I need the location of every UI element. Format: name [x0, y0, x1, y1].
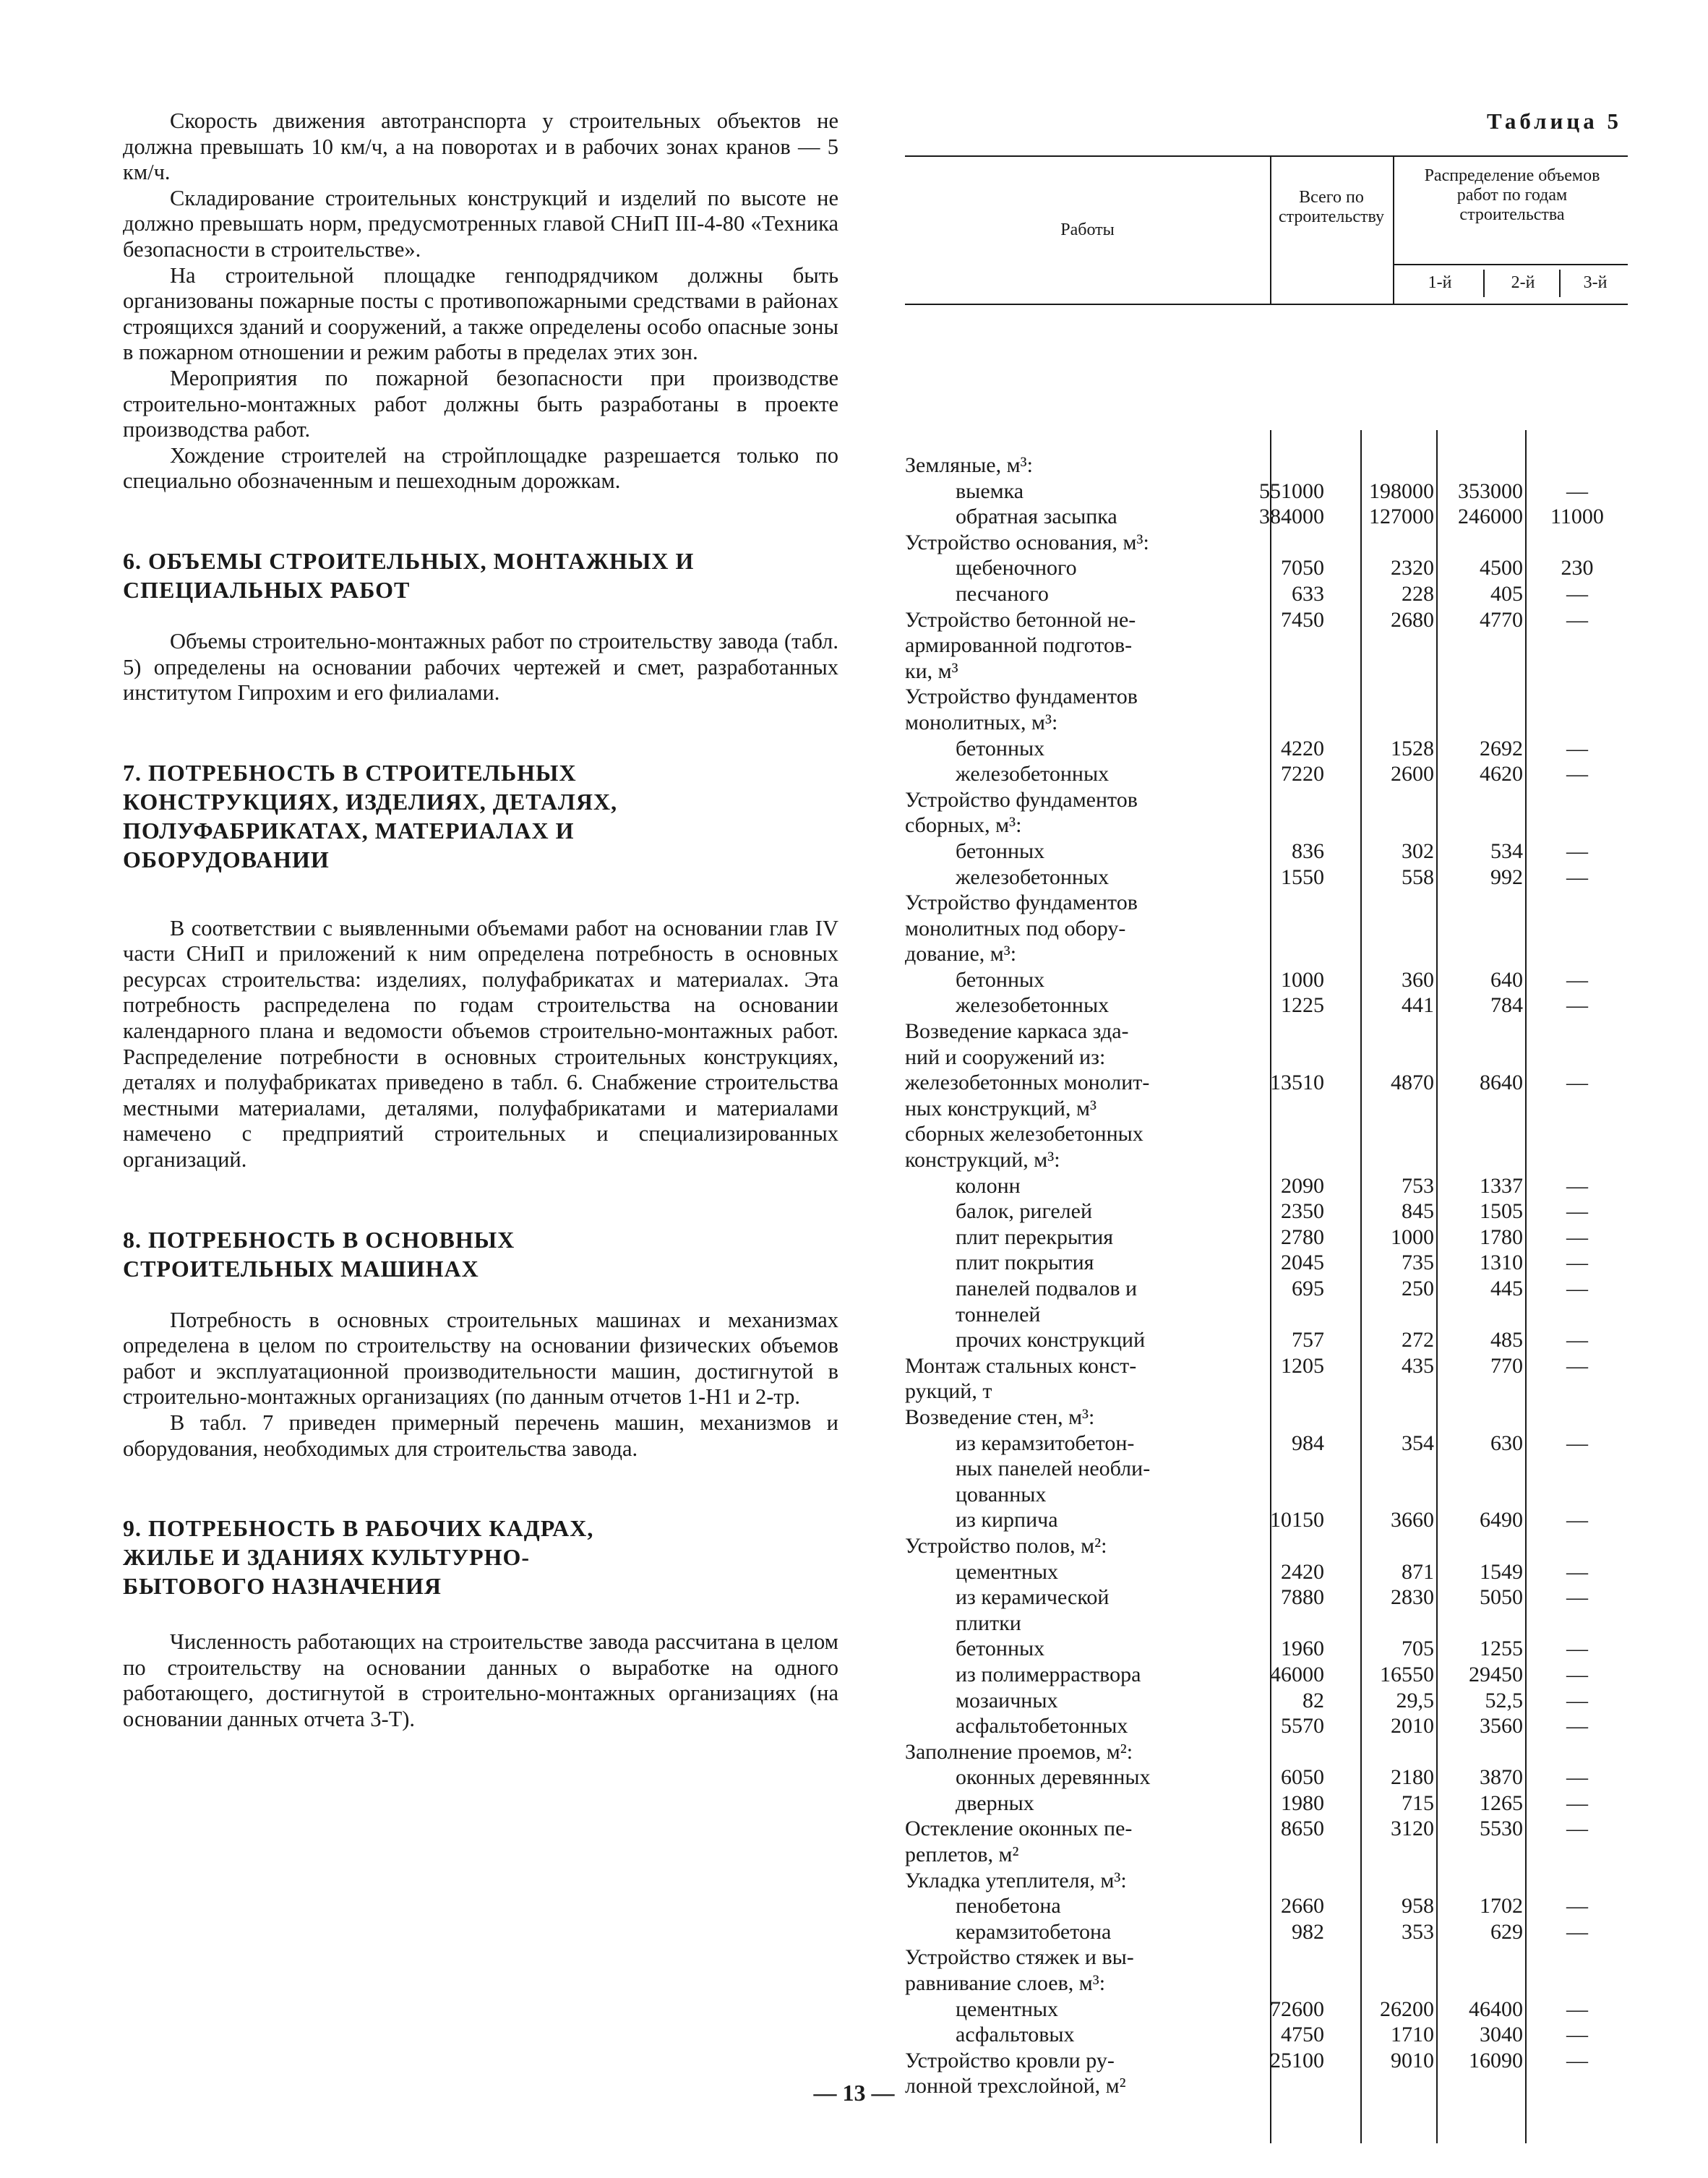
year2-cell: 1337: [1480, 1173, 1523, 1198]
year3-cell: —: [1566, 1714, 1588, 1738]
year2-cell: 640: [1490, 967, 1523, 992]
work-name-cell: Возведение стен, м³:: [905, 1405, 1095, 1429]
year2-cell: 6490: [1480, 1508, 1523, 1532]
year2-cell: 1702: [1480, 1894, 1523, 1918]
table-row: [905, 839, 1628, 865]
year1-cell: 753: [1402, 1173, 1434, 1198]
year1-cell: 9010: [1391, 2048, 1434, 2072]
table-row: [905, 1713, 1628, 1739]
year3-cell: —: [1566, 1508, 1588, 1532]
work-name-cell: асфальтовых: [956, 2023, 1075, 2047]
table-row: [905, 1225, 1628, 1251]
table-row: [905, 1250, 1628, 1276]
year2-cell: 629: [1490, 1919, 1523, 1944]
table-row: [905, 1868, 1628, 1894]
table-row: [905, 1147, 1628, 1173]
work-name-cell: ных конструкций, м³: [905, 1096, 1097, 1120]
work-name-cell: конструкций, м³:: [905, 1148, 1060, 1172]
table-row: [905, 1456, 1628, 1482]
year3-cell: —: [1566, 479, 1588, 503]
year2-cell: 1780: [1480, 1225, 1523, 1249]
year3-cell: 230: [1561, 556, 1594, 580]
work-name-cell: бетонных: [956, 839, 1045, 863]
work-name-cell: железобетонных монолит-: [905, 1071, 1150, 1095]
year2-cell: 52,5: [1485, 1688, 1523, 1712]
table-row: [905, 1559, 1628, 1585]
paragraph: Потребность в основных строительных машинах и механизмах определена в целом по строительству на основании физических объемов работ и эксплуатационной производительности машин, достигнутой в строительно-монтажных организациях (по данным отчетов 1-Н1 и 2-тр.: [123, 1307, 838, 1410]
work-name-cell: Устройство полов, м²:: [905, 1533, 1107, 1558]
year1-cell: 29,5: [1396, 1688, 1434, 1712]
table-row: [905, 787, 1628, 813]
year3-cell: —: [1566, 1431, 1588, 1455]
table-row: [905, 941, 1628, 967]
table-row: [905, 916, 1628, 942]
table-row: [905, 1919, 1628, 1945]
year3-cell: —: [1566, 1894, 1588, 1918]
table-row: [905, 1431, 1628, 1457]
total-cell: 633: [1292, 581, 1324, 606]
table-row: [905, 1173, 1628, 1199]
work-name-cell: лонной трехслойной, м²: [905, 2074, 1126, 2098]
table-row: [905, 710, 1628, 736]
table-row: [905, 555, 1628, 581]
work-name-cell: ных панелей необли-: [956, 1457, 1151, 1481]
year1-cell: 715: [1402, 1791, 1434, 1815]
year3-cell: —: [1566, 2048, 1588, 2072]
year1-cell: 441: [1402, 993, 1434, 1018]
year2-cell: 4500: [1480, 556, 1523, 580]
table-row: [905, 865, 1628, 891]
table-row: [905, 1739, 1628, 1765]
table-row: [905, 1327, 1628, 1353]
table-row: [905, 607, 1628, 633]
year3-cell: —: [1566, 993, 1588, 1018]
work-name-cell: цементных: [956, 1559, 1059, 1584]
work-name-cell: железобетонных: [956, 993, 1110, 1018]
table-row: [905, 890, 1628, 916]
work-name-cell: дование, м³:: [905, 942, 1017, 966]
year3-cell: —: [1566, 1328, 1588, 1352]
year1-cell: 354: [1402, 1431, 1434, 1455]
total-cell: 551000: [1259, 479, 1324, 503]
col-year2-header: 2-й: [1511, 273, 1535, 292]
paragraph: Численность работающих на строительстве завода рассчитана в целом по строительству на основании данных о выработке на одного работающего, достигнутой в строительно-монтажных организациях (на основании данных отчета 3-Т).: [123, 1629, 838, 1731]
year1-cell: 127000: [1369, 505, 1434, 529]
total-cell: 2780: [1281, 1225, 1324, 1249]
total-cell: 82: [1303, 1688, 1324, 1712]
paragraph: Хождение строителей на стройплощадке разрешается только по специально обозначенным и пешеходным дорожкам.: [123, 442, 838, 494]
work-name-cell: плит перекрытия: [956, 1225, 1114, 1249]
col-distribution-header: Распределение объемов работ по годам строительства: [1424, 166, 1600, 224]
work-name-cell: из керамической: [956, 1585, 1110, 1610]
work-name-cell: сборных железобетонных: [905, 1122, 1143, 1146]
year2-cell: 3040: [1480, 2023, 1523, 2047]
table-row: [905, 1611, 1628, 1637]
header-bottom-rule: [905, 304, 1628, 305]
table-row: [905, 1379, 1628, 1405]
year2-cell: 2692: [1480, 736, 1523, 760]
paragraph: Складирование строительных конструкций и изделий по высоте не должно превышать норм, предусмотренных главой СНиП III-4-80 «Техника безопасности в строительстве».: [123, 185, 838, 262]
work-name-cell: мозаичных: [956, 1688, 1058, 1712]
work-name-cell: рукций, т: [905, 1379, 992, 1404]
table-row: [905, 1507, 1628, 1533]
section-heading-8: 8. ПОТРЕБНОСТЬ В ОСНОВНЫХ СТРОИТЕЛЬНЫХ МАШИНАХ: [123, 1226, 515, 1282]
total-cell: 7450: [1281, 607, 1324, 632]
year3-cell: —: [1566, 1585, 1588, 1610]
table-row: [905, 633, 1628, 659]
year3-cell: —: [1566, 1688, 1588, 1712]
year2-cell: 3870: [1480, 1765, 1523, 1790]
year3-cell: —: [1566, 581, 1588, 606]
total-cell: 4750: [1281, 2023, 1324, 2047]
work-name-cell: цованных: [956, 1482, 1047, 1506]
header-divider: [1270, 157, 1271, 305]
year1-cell: 435: [1402, 1353, 1434, 1378]
table-row: [905, 1302, 1628, 1328]
year3-cell: —: [1566, 865, 1588, 889]
year1-cell: 871: [1402, 1559, 1434, 1584]
table-row: [905, 1765, 1628, 1791]
year3-cell: —: [1566, 762, 1588, 786]
year2-cell: 1505: [1480, 1199, 1523, 1224]
table-row: [905, 1482, 1628, 1508]
work-name-cell: сборных, м³:: [905, 813, 1022, 838]
table-row: [905, 1096, 1628, 1122]
year2-cell: 246000: [1458, 505, 1523, 529]
year3-cell: —: [1566, 839, 1588, 863]
year3-cell: —: [1566, 2023, 1588, 2047]
total-cell: 1225: [1281, 993, 1324, 1018]
total-cell: 7880: [1281, 1585, 1324, 1610]
work-name-cell: Устройство бетонной не-: [905, 607, 1136, 632]
work-name-cell: пенобетона: [956, 1894, 1061, 1918]
year2-cell: 4620: [1480, 762, 1523, 786]
table-row: [905, 504, 1628, 530]
year3-cell: —: [1566, 1997, 1588, 2021]
table-row: [905, 1070, 1628, 1096]
total-cell: 7220: [1281, 762, 1324, 786]
paragraph: Мероприятия по пожарной безопасности при производстве строительно-монтажных работ должны быть разработаны в проекте производства работ.: [123, 365, 838, 442]
year1-cell: 2600: [1391, 762, 1434, 786]
year3-cell: —: [1566, 1071, 1588, 1095]
work-name-cell: цементных: [956, 1997, 1059, 2021]
year1-cell: 2680: [1391, 607, 1434, 632]
table-row: [905, 1353, 1628, 1379]
work-name-cell: из полимерраствора: [956, 1662, 1141, 1686]
year1-cell: 4870: [1391, 1071, 1434, 1095]
table-row: [905, 1019, 1628, 1045]
year1-cell: 1528: [1391, 736, 1434, 760]
paragraph: Объемы строительно-монтажных работ по строительству завода (табл. 5) определены на основании рабочих чертежей и смет, разработанных институтом Гипрохим и его филиалами.: [123, 628, 838, 706]
year1-cell: 705: [1402, 1637, 1434, 1661]
header-divider: [1393, 264, 1628, 265]
year2-cell: 770: [1490, 1353, 1523, 1378]
year3-cell: —: [1566, 1277, 1588, 1300]
year1-cell: 228: [1402, 581, 1434, 606]
work-name-cell: панелей подвалов и: [956, 1277, 1138, 1300]
work-name-cell: оконных деревянных: [956, 1765, 1151, 1790]
work-name-cell: Устройство фундаментов: [905, 685, 1138, 709]
year3-cell: —: [1566, 607, 1588, 632]
total-cell: 836: [1292, 839, 1324, 863]
table-row: [905, 1688, 1628, 1714]
section-heading-6: 6. ОБЪЕМЫ СТРОИТЕЛЬНЫХ, МОНТАЖНЫХ И СПЕЦИАЛЬНЫХ РАБОТ: [123, 547, 695, 603]
year3-cell: —: [1566, 967, 1588, 992]
year1-cell: 3660: [1391, 1508, 1434, 1532]
year1-cell: 1000: [1391, 1225, 1434, 1249]
year1-cell: 558: [1402, 865, 1434, 889]
paragraph: На строительной площадке генподрядчиком должны быть организованы пожарные посты с противопожарными средствами в районах строящихся зданий и сооружений, а также определены особо опасные зоны в пожарном отношении и режим работы в пределах этих зон.: [123, 262, 838, 365]
year2-cell: 445: [1490, 1277, 1523, 1300]
year2-cell: 3560: [1480, 1714, 1523, 1738]
year1-cell: 2320: [1391, 556, 1434, 580]
year1-cell: 2010: [1391, 1714, 1434, 1738]
table-title: Таблица 5: [1487, 108, 1622, 134]
year2-cell: 1310: [1480, 1251, 1523, 1275]
work-name-cell: железобетонных: [956, 762, 1110, 786]
work-name-cell: реплетов, м²: [905, 1843, 1019, 1867]
year3-cell: 11000: [1550, 505, 1604, 529]
work-name-cell: Устройство стяжек и вы-: [905, 1945, 1134, 1970]
total-cell: 13510: [1270, 1071, 1324, 1095]
total-cell: 25100: [1270, 2048, 1324, 2072]
total-cell: 4220: [1281, 736, 1324, 760]
total-cell: 757: [1292, 1328, 1324, 1352]
year1-cell: 302: [1402, 839, 1434, 863]
work-name-cell: ний и сооружений из:: [905, 1045, 1106, 1069]
year1-cell: 272: [1402, 1328, 1434, 1352]
year1-cell: 3120: [1391, 1817, 1434, 1841]
year3-cell: —: [1566, 1817, 1588, 1841]
year2-cell: 4770: [1480, 607, 1523, 632]
year1-cell: 198000: [1369, 479, 1434, 503]
work-name-cell: ки, м³: [905, 659, 958, 683]
col-total-header: Всего по строительству: [1279, 188, 1384, 226]
work-name-cell: Монтаж стальных конст-: [905, 1353, 1137, 1378]
work-name-cell: керамзитобетона: [956, 1919, 1112, 1944]
year2-cell: 630: [1490, 1431, 1523, 1455]
total-cell: 10150: [1270, 1508, 1324, 1532]
work-name-cell: Укладка утеплителя, м³:: [905, 1868, 1127, 1892]
total-cell: 8650: [1281, 1817, 1324, 1841]
work-name-cell: Устройство фундаментов: [905, 787, 1138, 812]
year3-cell: —: [1566, 1559, 1588, 1584]
table-row: [905, 761, 1628, 787]
total-cell: 384000: [1259, 505, 1324, 529]
year3-cell: —: [1566, 1225, 1588, 1249]
page-number: — 13 —: [813, 2080, 895, 2106]
year2-cell: 5050: [1480, 1585, 1523, 1610]
top-rule: [905, 155, 1628, 157]
total-cell: 6050: [1281, 1765, 1324, 1790]
header-divider: [1393, 157, 1394, 305]
table-row: [905, 479, 1628, 505]
left-column: [123, 108, 838, 1733]
work-name-cell: Остекление оконных пе-: [905, 1817, 1133, 1841]
year3-cell: —: [1566, 1173, 1588, 1198]
table-row: [905, 1636, 1628, 1662]
table-row: [905, 1945, 1628, 1971]
table-row: [905, 1276, 1628, 1302]
work-name-cell: железобетонных: [956, 865, 1110, 889]
year2-cell: 353000: [1458, 479, 1523, 503]
year1-cell: 2180: [1391, 1765, 1434, 1790]
table-row: [905, 1816, 1628, 1842]
table-row: [905, 1971, 1628, 1997]
year2-cell: 29450: [1469, 1662, 1523, 1686]
work-name-cell: асфальтобетонных: [956, 1714, 1128, 1738]
year3-cell: —: [1566, 1791, 1588, 1815]
year3-cell: —: [1566, 1199, 1588, 1224]
work-name-cell: армированной подготов-: [905, 633, 1133, 658]
total-cell: 1205: [1281, 1353, 1324, 1378]
table-row: [905, 967, 1628, 993]
table-row: [905, 530, 1628, 556]
table-row: [905, 1893, 1628, 1919]
work-name-cell: балок, ригелей: [956, 1199, 1093, 1224]
work-name-cell: Заполнение проемов, м²:: [905, 1739, 1133, 1764]
work-name-cell: тоннелей: [956, 1302, 1041, 1326]
table-row: [905, 813, 1628, 839]
work-name-cell: прочих конструкций: [956, 1328, 1146, 1352]
total-cell: 2045: [1281, 1251, 1324, 1275]
year3-cell: —: [1566, 736, 1588, 760]
work-name-cell: из керамзитобетон-: [956, 1431, 1135, 1455]
table-row: [905, 659, 1628, 685]
total-cell: 695: [1292, 1277, 1324, 1300]
work-name-cell: монолитных под обору-: [905, 916, 1126, 940]
work-name-cell: бетонных: [956, 736, 1045, 760]
year1-cell: 845: [1402, 1199, 1434, 1224]
total-cell: 1980: [1281, 1791, 1324, 1815]
work-name-cell: колонн: [956, 1173, 1021, 1198]
total-cell: 1550: [1281, 865, 1324, 889]
total-cell: 984: [1292, 1431, 1324, 1455]
year2-cell: 534: [1490, 839, 1523, 863]
work-name-cell: бетонных: [956, 967, 1045, 992]
year1-cell: 1710: [1391, 2023, 1434, 2047]
table-row: [905, 1405, 1628, 1431]
paragraph: Скорость движения автотранспорта у строительных объектов не должна превышать 10 км/ч, а на поворотах и в рабочих зонах кранов — 5 км/ч.: [123, 108, 838, 185]
table-row: [905, 736, 1628, 762]
paragraph: В соответствии с выявленными объемами работ на основании глав IV части СНиП и приложений к ним определена потребность в основных ресурсах строительства: изделиях, полуфабрикатах и материалах. Эта потребность распределена по годам строительства на основании календарного плана и ведомости объемов строительно-монтажных работ. Распределение потребности в основных строительных конструкциях, деталях и полуфабрикатах приведено в табл. 6. Снабжение строительства местными материалами, деталями, полуфабрикатами и материалами намечено с предприятий строительных и специализированных организаций.: [123, 915, 838, 1172]
table-row: [905, 1997, 1628, 2023]
year3-cell: —: [1566, 1637, 1588, 1661]
work-name-cell: монолитных, м³:: [905, 710, 1058, 734]
table-header: [905, 155, 1628, 430]
year1-cell: 735: [1402, 1251, 1434, 1275]
total-cell: 2660: [1281, 1894, 1324, 1918]
section-heading-7: 7. ПОТРЕБНОСТЬ В СТРОИТЕЛЬНЫХ КОНСТРУКЦИЯХ, ИЗДЕЛИЯХ, ДЕТАЛЯХ, ПОЛУФАБРИКАТАХ, МАТЕРИАЛАХ И ОБОРУДОВАНИИ: [123, 759, 618, 873]
total-cell: 2350: [1281, 1199, 1324, 1224]
table-row: [905, 992, 1628, 1019]
work-name-cell: Возведение каркаса зда-: [905, 1019, 1129, 1044]
year2-cell: 46400: [1469, 1997, 1523, 2021]
work-name-cell: плитки: [956, 1611, 1021, 1635]
year2-cell: 784: [1490, 993, 1523, 1018]
total-cell: 982: [1292, 1919, 1324, 1944]
table-row: [905, 1533, 1628, 1559]
year3-cell: —: [1566, 1919, 1588, 1944]
col-year1-header: 1-й: [1428, 273, 1452, 292]
year3-cell: —: [1566, 1251, 1588, 1275]
table-row: [905, 1199, 1628, 1225]
work-name-cell: обратная засыпка: [956, 505, 1117, 529]
year1-cell: 2830: [1391, 1585, 1434, 1610]
year1-cell: 250: [1402, 1277, 1434, 1300]
year2-cell: 5530: [1480, 1817, 1523, 1841]
total-cell: 72600: [1270, 1997, 1324, 2021]
year2-cell: 405: [1490, 581, 1523, 606]
table-row: [905, 581, 1628, 607]
total-cell: 2420: [1281, 1559, 1324, 1584]
year2-cell: 8640: [1480, 1071, 1523, 1095]
year2-cell: 1255: [1480, 1637, 1523, 1661]
work-name-cell: бетонных: [956, 1637, 1045, 1661]
year2-cell: 1549: [1480, 1559, 1523, 1584]
work-name-cell: Устройство основания, м³:: [905, 530, 1149, 554]
table-row: [905, 2048, 1628, 2074]
table-row: [905, 1121, 1628, 1147]
table-row: [905, 2022, 1628, 2048]
total-cell: 1000: [1281, 967, 1324, 992]
total-cell: 1960: [1281, 1637, 1324, 1661]
work-name-cell: Устройство кровли ру-: [905, 2048, 1115, 2072]
table-row: [905, 1791, 1628, 1817]
work-name-cell: щебеночного: [956, 556, 1077, 580]
header-divider: [1483, 270, 1485, 297]
year2-cell: 16090: [1469, 2048, 1523, 2072]
col-work-header: Работы: [1060, 220, 1115, 239]
total-cell: 5570: [1281, 1714, 1324, 1738]
table-row: [905, 1662, 1628, 1688]
table-body: [905, 453, 1628, 2099]
year3-cell: —: [1566, 1765, 1588, 1790]
header-divider: [1559, 270, 1561, 297]
section-heading-9: 9. ПОТРЕБНОСТЬ В РАБОЧИХ КАДРАХ, ЖИЛЬЕ И ЗДАНИЯХ КУЛЬТУРНО-БЫТОВОГО НАЗНАЧЕНИЯ: [123, 1515, 594, 1600]
year2-cell: 485: [1490, 1328, 1523, 1352]
year1-cell: 360: [1402, 967, 1434, 992]
paragraph: В табл. 7 приведен примерный перечень машин, механизмов и оборудования, необходимых для строительства завода.: [123, 1410, 838, 1461]
year2-cell: 992: [1490, 865, 1523, 889]
table-row: [905, 1842, 1628, 1868]
table-row: [905, 684, 1628, 710]
work-name-cell: Земляные, м³:: [905, 453, 1033, 477]
total-cell: 7050: [1281, 556, 1324, 580]
work-name-cell: выемка: [956, 479, 1024, 503]
total-cell: 2090: [1281, 1173, 1324, 1198]
table-row: [905, 1585, 1628, 1611]
year3-cell: —: [1566, 1353, 1588, 1378]
year1-cell: 16550: [1380, 1662, 1434, 1686]
table-row: [905, 1045, 1628, 1071]
col-year3-header: 3-й: [1583, 273, 1608, 292]
year2-cell: 1265: [1480, 1791, 1523, 1815]
year1-cell: 958: [1402, 1894, 1434, 1918]
year3-cell: —: [1566, 1662, 1588, 1686]
table-row: [905, 453, 1628, 479]
work-name-cell: равнивание слоев, м³:: [905, 1971, 1106, 1996]
total-cell: 46000: [1270, 1662, 1324, 1686]
work-name-cell: плит покрытия: [956, 1251, 1094, 1275]
work-name-cell: песчаного: [956, 581, 1049, 606]
work-name-cell: из кирпича: [956, 1508, 1058, 1532]
work-name-cell: Устройство фундаментов: [905, 891, 1138, 915]
work-name-cell: дверных: [956, 1791, 1034, 1815]
year1-cell: 26200: [1380, 1997, 1434, 2021]
year1-cell: 353: [1402, 1919, 1434, 1944]
